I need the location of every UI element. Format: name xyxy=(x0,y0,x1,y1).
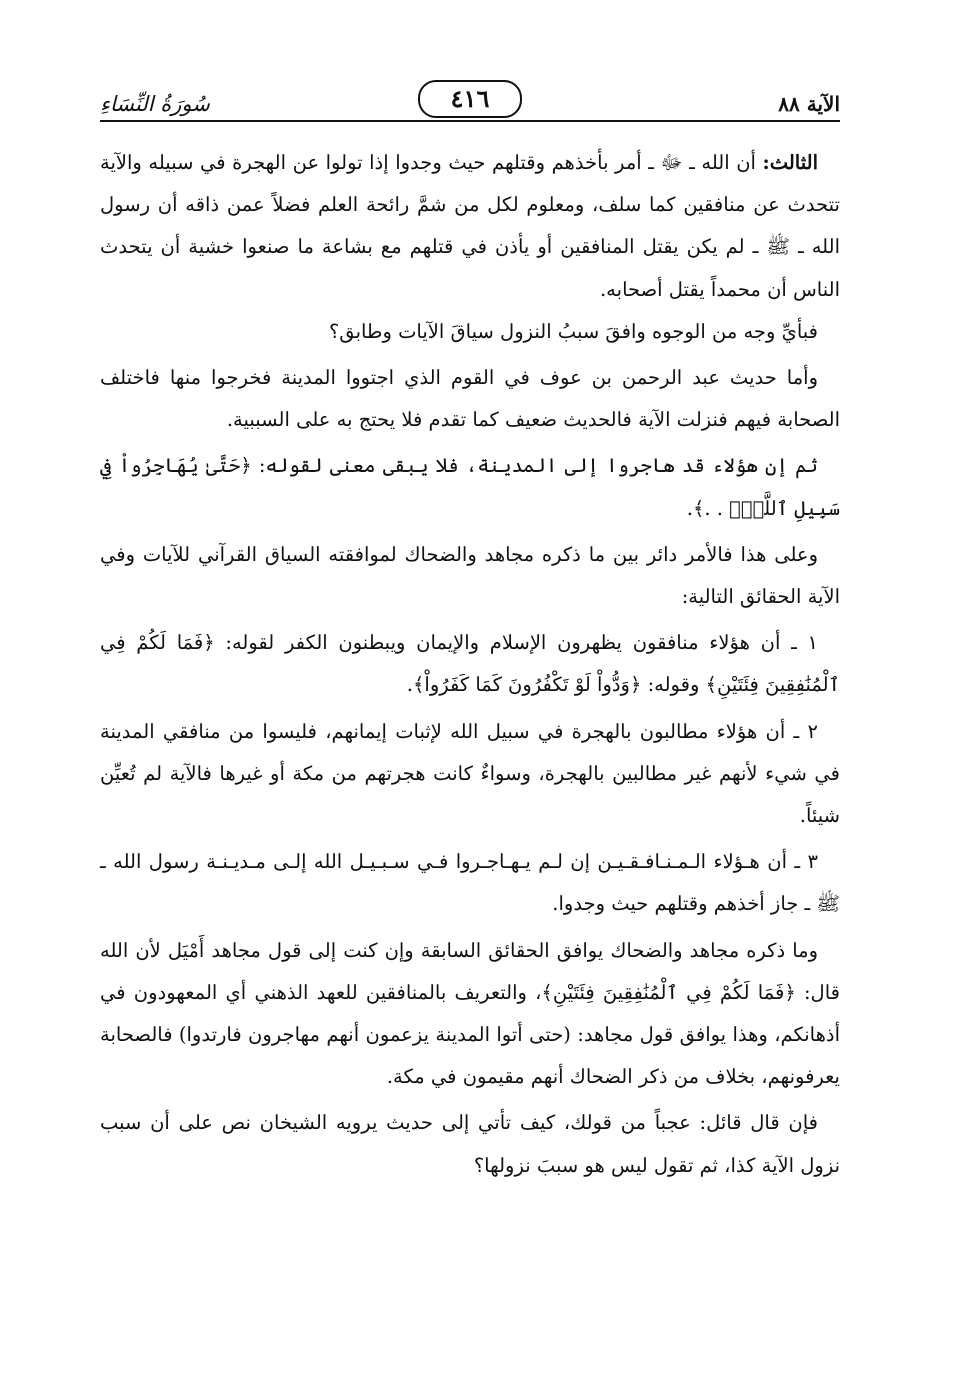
surah-name: سُورَةُ النِّسَاءِ xyxy=(100,92,210,116)
paragraph xyxy=(100,930,840,1099)
paragraph xyxy=(100,534,840,618)
paragraph xyxy=(100,445,840,529)
paragraph xyxy=(100,711,840,838)
paragraph xyxy=(100,841,840,925)
paragraph-text: وأما حديث عبد الرحمن بن عوف في القوم الذي اجتووا المدينة فخرجوا منها فاختلف الصحابة فيهم فنزلت الآية فالحديث ضعيف كما تقدم فلا يحتج به على السببية. xyxy=(100,366,840,432)
page-header xyxy=(100,78,840,122)
paragraph-text: وما ذكره مجاهد والضحاك يوافق الحقائق السابقة وإن كنت إلى قول مجاهد أَمْيَل لأن الله قال: ﴿فَمَا لَكُمْ فِي ٱلْمُنَٰفِقِينَ فِئَتَيْنِ﴾، والتعريف بالمنافقين للعهد الذهني أي المعهودون في أذهانكم، وهذا يوافق قول مجاهد: (حتى أتوا المدينة يزعمون أنهم مهاجرون فارتدوا) فالصحابة يعرفونهم، بخلاف من ذكر الضحاك أنهم مقيمون في مكة. xyxy=(100,938,840,1089)
page-number: ٤١٦ xyxy=(418,80,522,118)
paragraph-text: ١ ـ أن هؤلاء منافقون يظهرون الإسلام والإيمان ويبطنون الكفر لقوله: ﴿فَمَا لَكُمْ فِي ٱلْمُنَٰفِقِينَ فِئَتَيْنِ﴾ وقوله: ﴿وَدُّواْ لَوْ تَكْفُرُونَ كَمَا كَفَرُواْ﴾. xyxy=(100,631,840,697)
paragraph-text: ٣ ـ أن هـؤلاء الـمـنـافـقـيـن إن لـم يـهـاجـروا فـي سـبـيـل الله إلـى مـديـنـة رسول الله ـ ﷺ ـ جاز أخذهم وقتلهم حيث وجدوا. xyxy=(100,850,840,916)
paragraph xyxy=(100,1102,840,1186)
paragraph-lead: الثالث: xyxy=(762,151,818,174)
paragraph-text: ثم إن هؤلاء قد هاجروا إلى المدينة، فلا يبقى معنى لقوله: ﴿حَتَّىٰ يُهَاجِرُواْ فِي سَبِيلِ ٱللَّهِۚ . .﴾. xyxy=(100,454,840,520)
verse-label: الآية ٨٨ xyxy=(778,92,840,116)
paragraph xyxy=(100,311,840,353)
paragraph-text: فبأيِّ وجه من الوجوه وافقَ سببُ النزول سياقَ الآيات وطابق؟ xyxy=(328,319,818,343)
paragraph xyxy=(100,142,840,311)
paragraph-text: وعلى هذا فالأمر دائر بين ما ذكره مجاهد والضحاك لموافقته السياق القرآني للآيات وفي الآية الحقائق التالية: xyxy=(100,542,840,609)
paragraph-text: أن الله ـ ﷻ ـ أمر بأخذهم وقتلهم حيث وجدوا إذا تولوا عن الهجرة في سبيله والآية تتحدث عن منافقين كما سلف، ومعلوم لكل من شمَّ رائحة العلم فضلاً عمن ذاقه أن رسول الله ـ ﷺ ـ لم يكن يقتل المنافقين أو يأذن في قتلهم مع بشاعة ما صنعوا خشية أن يتحدث الناس أن محمداً يقتل أصحابه. xyxy=(100,151,840,301)
paragraph xyxy=(100,357,840,441)
paragraph-text: فإن قال قائل: عجباً من قولك، كيف تأتي إلى حديث يرويه الشيخان نص على أن سبب نزول الآية كذا، ثم تقول ليس هو سببَ نزولها؟ xyxy=(100,1111,840,1177)
paragraph xyxy=(100,622,840,706)
paragraph-text: ٢ ـ أن هؤلاء مطالبون بالهجرة في سبيل الله لإثبات إيمانهم، فليسوا من منافقي المدينة في شيء لأنهم غير مطالبين بالهجرة، وسواءٌ كانت هجرتهم من مكة أو غيرها فالآية لم تُعيِّن شيئاً. xyxy=(100,719,840,828)
page-body xyxy=(100,142,840,1187)
header-rule xyxy=(100,120,840,122)
